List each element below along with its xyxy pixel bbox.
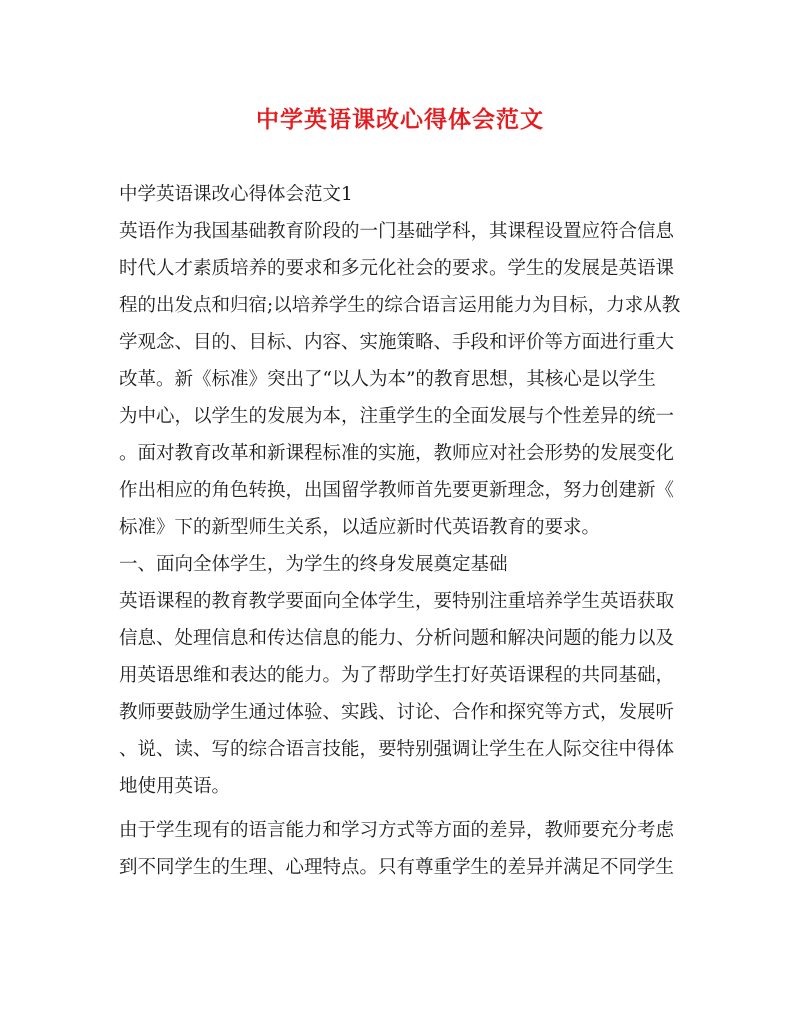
paragraph-line: 为中心，以学生的发展为本，注重学生的全面发展与个性差异的统一 — [119, 406, 675, 427]
paragraph-line: 。面对教育改革和新课程标准的实施，教师应对社会形势的发展变化 — [119, 443, 675, 464]
section-heading: 一、面向全体学生，为学生的终身发展奠定基础 — [119, 554, 508, 575]
section-heading: 中学英语课改心得体会范文1 — [119, 184, 353, 205]
paragraph-line: 学观念、目的、目标、内容、实施策略、手段和评价等方面进行重大 — [119, 332, 675, 353]
paragraph-line: 标准》下的新型师生关系，以适应新时代英语教育的要求。 — [119, 517, 601, 538]
paragraph-line: 英语课程的教育教学要面向全体学生，要特别注重培养学生英语获取 — [119, 591, 675, 612]
paragraph-gap — [119, 805, 683, 812]
document-body — [119, 176, 683, 886]
paragraph-line: 到不同学生的生理、心理特点。只有尊重学生的差异并满足不同学生 — [119, 857, 675, 878]
paragraph-line: 英语作为我国基础教育阶段的一门基础学科，其课程设置应符合信息 — [119, 221, 675, 242]
paragraph-line: 改革。新《标准》突出了“以人为本”的教育思想，其核心是以学生 — [119, 369, 656, 390]
paragraph-line: 地使用英语。 — [119, 776, 231, 797]
paragraph-line: 、说、读、写的综合语言技能，要特别强调让学生在人际交往中得体 — [119, 739, 675, 760]
paragraph-line: 时代人才素质培养的要求和多元化社会的要求。学生的发展是英语课 — [119, 258, 675, 279]
paragraph-line: 信息、处理信息和传达信息的能力、分析问题和解决问题的能力以及 — [119, 628, 675, 649]
paragraph-line: 教师要鼓励学生通过体验、实践、讨论、合作和探究等方式，发展听 — [119, 702, 675, 723]
document-title: 中学英语课改心得体会范文 — [256, 106, 544, 133]
paragraph-line: 作出相应的角色转换，出国留学教师首先要更新理念，努力创建新《 — [119, 480, 675, 501]
paragraph-line: 由于学生现有的语言能力和学习方式等方面的差异，教师要充分考虑 — [119, 820, 675, 841]
paragraph-line: 用英语思维和表达的能力。为了帮助学生打好英语课程的共同基础， — [119, 665, 675, 686]
paragraph-line: 程的出发点和归宿;以培养学生的综合语言运用能力为目标，力求从教 — [119, 295, 681, 316]
